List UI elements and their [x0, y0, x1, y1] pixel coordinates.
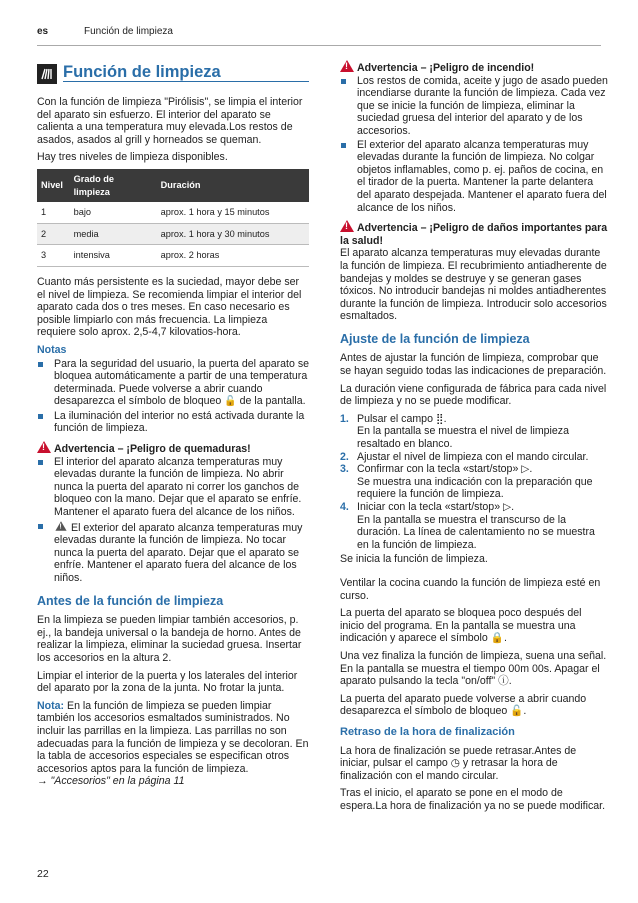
table-header-cell: Duración — [157, 169, 309, 202]
list-item: Los restos de comida, aceite y jugo de asado pueden incendiarse durante la función de limpieza. Cada vez que se inicie la función de limpieza, eliminar la suciedad gruesa del interior del aparato y de los accesorios. — [340, 75, 608, 138]
delay-heading: Retraso de la hora de finalización — [340, 725, 515, 738]
adjust-heading: Ajuste de la función de limpieza — [340, 331, 530, 346]
header-rule — [37, 45, 601, 46]
table-header-row — [37, 169, 309, 202]
warning-health: !Advertencia – ¡Peligro de daños importantes para la salud! — [340, 220, 608, 247]
unlock-paragraph: La puerta del aparato puede volverse a abrir cuando desaparezca el símbolo de bloqueo 🔓. — [340, 692, 587, 718]
step-item: 2. Ajustar el nivel de limpieza con el mando circular. — [340, 450, 589, 463]
table-cell: 2 — [37, 223, 70, 245]
note-paragraph: Nota: En la función de limpieza se pueden limpiar también los accesorios esmaltados suministrados. No incluir las parrillas en la limpieza. Las parrillas no son adecuadas para la función de limpieza y se decoloran. En la tabla de accesorios especiales se especifican otros accesorios aptos para la función de limpieza. → "Accesorios" en la página 11 — [37, 699, 309, 788]
table-row — [37, 223, 309, 245]
intro-paragraph: Con la función de limpieza "Pirólisis", se limpia el interior del aparato sin esfuerzo. El interior del aparato se calienta a una temperatura muy elevada.Los restos de asados, asados al grill y horneados se queman. — [37, 96, 303, 146]
levels-paragraph: Hay tres niveles de limpieza disponibles. — [37, 151, 228, 164]
warning-triangle-icon — [340, 60, 354, 72]
warning-triangle-icon — [340, 220, 354, 232]
before-paragraph-1: En la limpieza se pueden limpiar también accesorios, p. ej., la bandeja universal o la bandeja de horno. Antes de realizar la limpieza, eliminar la suciedad gruesa. Insertar los accesorios en la altura 2. — [37, 614, 302, 664]
warning-fire-list — [340, 75, 608, 215]
adjust-paragraph-2: La duración viene configurada de fábrica para cada nivel de limpieza y no se puede modificar. — [340, 382, 607, 408]
section-title-bar — [37, 60, 309, 88]
list-item: !El exterior del aparato alcanza temperaturas muy elevadas durante la función de limpieza. No tocar nunca la puerta del aparato. Dejar que el aparato se enfríe. Mantener el aparato fuera del alcance de los niños. — [37, 520, 309, 585]
running-header — [37, 26, 173, 39]
table-row — [37, 245, 309, 267]
language-code: es — [37, 26, 49, 37]
header-section-title: Función de limpieza — [84, 26, 173, 37]
left-column — [37, 60, 309, 793]
warning-triangle-icon — [37, 441, 51, 453]
step-item: 3. Confirmar con la tecla «start/stop» ▷. Se muestra una indicación con la preparación que requiere la función de limpieza. — [340, 463, 593, 501]
accessories-link[interactable]: → "Accesorios" en la página 11 — [37, 775, 185, 788]
ventilate-paragraph: Ventilar la cocina cuando la función de limpieza esté en curso. — [340, 576, 601, 602]
list-item: Para la seguridad del usuario, la puerta del aparato se bloquea automáticamente a partir de una temperatura determinada. Puede volverse a abrir cuando desaparezca el símbolo de bloqueo 🔓 de la pantalla. — [37, 358, 309, 409]
lock-paragraph: La puerta del aparato se bloquea poco después del inicio del programa. En la pantalla se muestra una indicación y aparece el símbolo 🔒. — [340, 607, 582, 645]
warning-burns-list — [37, 456, 309, 585]
right-column — [340, 60, 608, 817]
table-cell: bajo — [70, 202, 157, 223]
steps-list — [340, 413, 608, 552]
list-item: La iluminación del interior no está activada durante la función de limpieza. — [37, 410, 309, 435]
adjust-paragraph-1: Antes de ajustar la función de limpieza, comprobar que se hayan seguido todas las indicaciones de preparación. — [340, 352, 607, 378]
list-item: El interior del aparato alcanza temperaturas muy elevadas durante la función de limpieza. No abrir nunca la puerta del aparato ni correr los ganchos de bloqueo con la mano. Dejar que el aparato se enfríe. Mantener el aparato fuera del alcance de los niños. — [37, 456, 309, 519]
list-item: El exterior del aparato alcanza temperaturas muy elevadas durante la función de limpieza. No colgar objetos inflamables, como p. ej. paños de cocina, en el tirador de la puerta. Mantener la parte delantera del aparato despejada. Mantener el aparato fuera del alcance de los niños. — [340, 139, 608, 215]
table-cell: aprox. 1 hora y 15 minutos — [157, 202, 309, 223]
warning-burns: !Advertencia – ¡Peligro de quemaduras! — [37, 441, 309, 456]
table-cell: media — [70, 223, 157, 245]
unlock-icon: 🔓 — [224, 396, 237, 408]
table-cell: 3 — [37, 245, 70, 267]
before-heading: Antes de la función de limpieza — [37, 593, 224, 608]
cleaning-levels-table — [37, 169, 309, 267]
end-paragraph: Una vez finaliza la función de limpieza, suena una señal. En la pantalla se muestra el tiempo 00m 00s. Apagar el aparato pulsando la tecla "on/off" ⓘ. — [340, 649, 607, 688]
steps-end: Se inicia la función de limpieza. — [340, 553, 488, 566]
before-paragraph-2: Limpiar el interior de la puerta y los laterales del interior del aparato por la zona de la junta. No frotar la junta. — [37, 669, 298, 695]
after-table-paragraph: Cuanto más persistente es la suciedad, mayor debe ser el nivel de limpieza. Se recomienda limpiar el interior del aparato cada dos o tres meses. En caso necesario es posible limpiarlo con más frecuencia. La limpieza requiere solo aprox. 2,5-4,7 kilovatios-hora. — [37, 275, 302, 339]
table-row — [37, 202, 309, 223]
notes-list — [37, 358, 309, 436]
step-item: 1. Pulsar el campo ⣿. En la pantalla se muestra el nivel de limpieza resaltado en blanco. — [340, 412, 569, 451]
page-number: 22 — [37, 868, 49, 880]
note-label: Nota: — [37, 699, 65, 712]
table-cell: 1 — [37, 202, 70, 223]
delay-paragraph-1: La hora de finalización se puede retrasar.Antes de iniciar, pulsar el campo ◷ y retrasar la hora de finalización con el mando circular. — [340, 744, 577, 782]
table-cell: aprox. 1 hora y 30 minutos — [157, 223, 309, 245]
step-item: 4. Iniciar con la tecla «start/stop» ▷. En la pantalla se muestra el transcurso de la duración. La línea de calentamiento no se muestra en la función de limpieza. — [340, 501, 595, 551]
delay-paragraph-2: Tras el inicio, el aparato se pone en el modo de espera.La hora de finalización ya no se puede modificar. — [340, 787, 606, 812]
table-cell: aprox. 2 horas — [157, 245, 309, 267]
section-title: Función de limpieza — [63, 66, 309, 83]
table-cell: intensiva — [70, 245, 157, 267]
cleaning-icon — [37, 64, 57, 84]
warning-triangle-icon — [55, 521, 66, 531]
table-header-cell: Nivel — [37, 169, 70, 202]
warning-health-text: El aparato alcanza temperaturas muy elevadas durante la función de limpieza. El recubrimiento antiadherente de bandejas y moldes se destruye y se generan gases tóxicos. No introducir bandejas ni moldes antiadherentes durante la función de limpieza. Introducir solo accesorios esmaltados. — [340, 247, 607, 323]
table-header-cell: Grado de limpieza — [70, 169, 157, 202]
warning-fire: !Advertencia – ¡Peligro de incendio! — [340, 60, 608, 75]
notes-heading: Notas — [37, 343, 67, 356]
